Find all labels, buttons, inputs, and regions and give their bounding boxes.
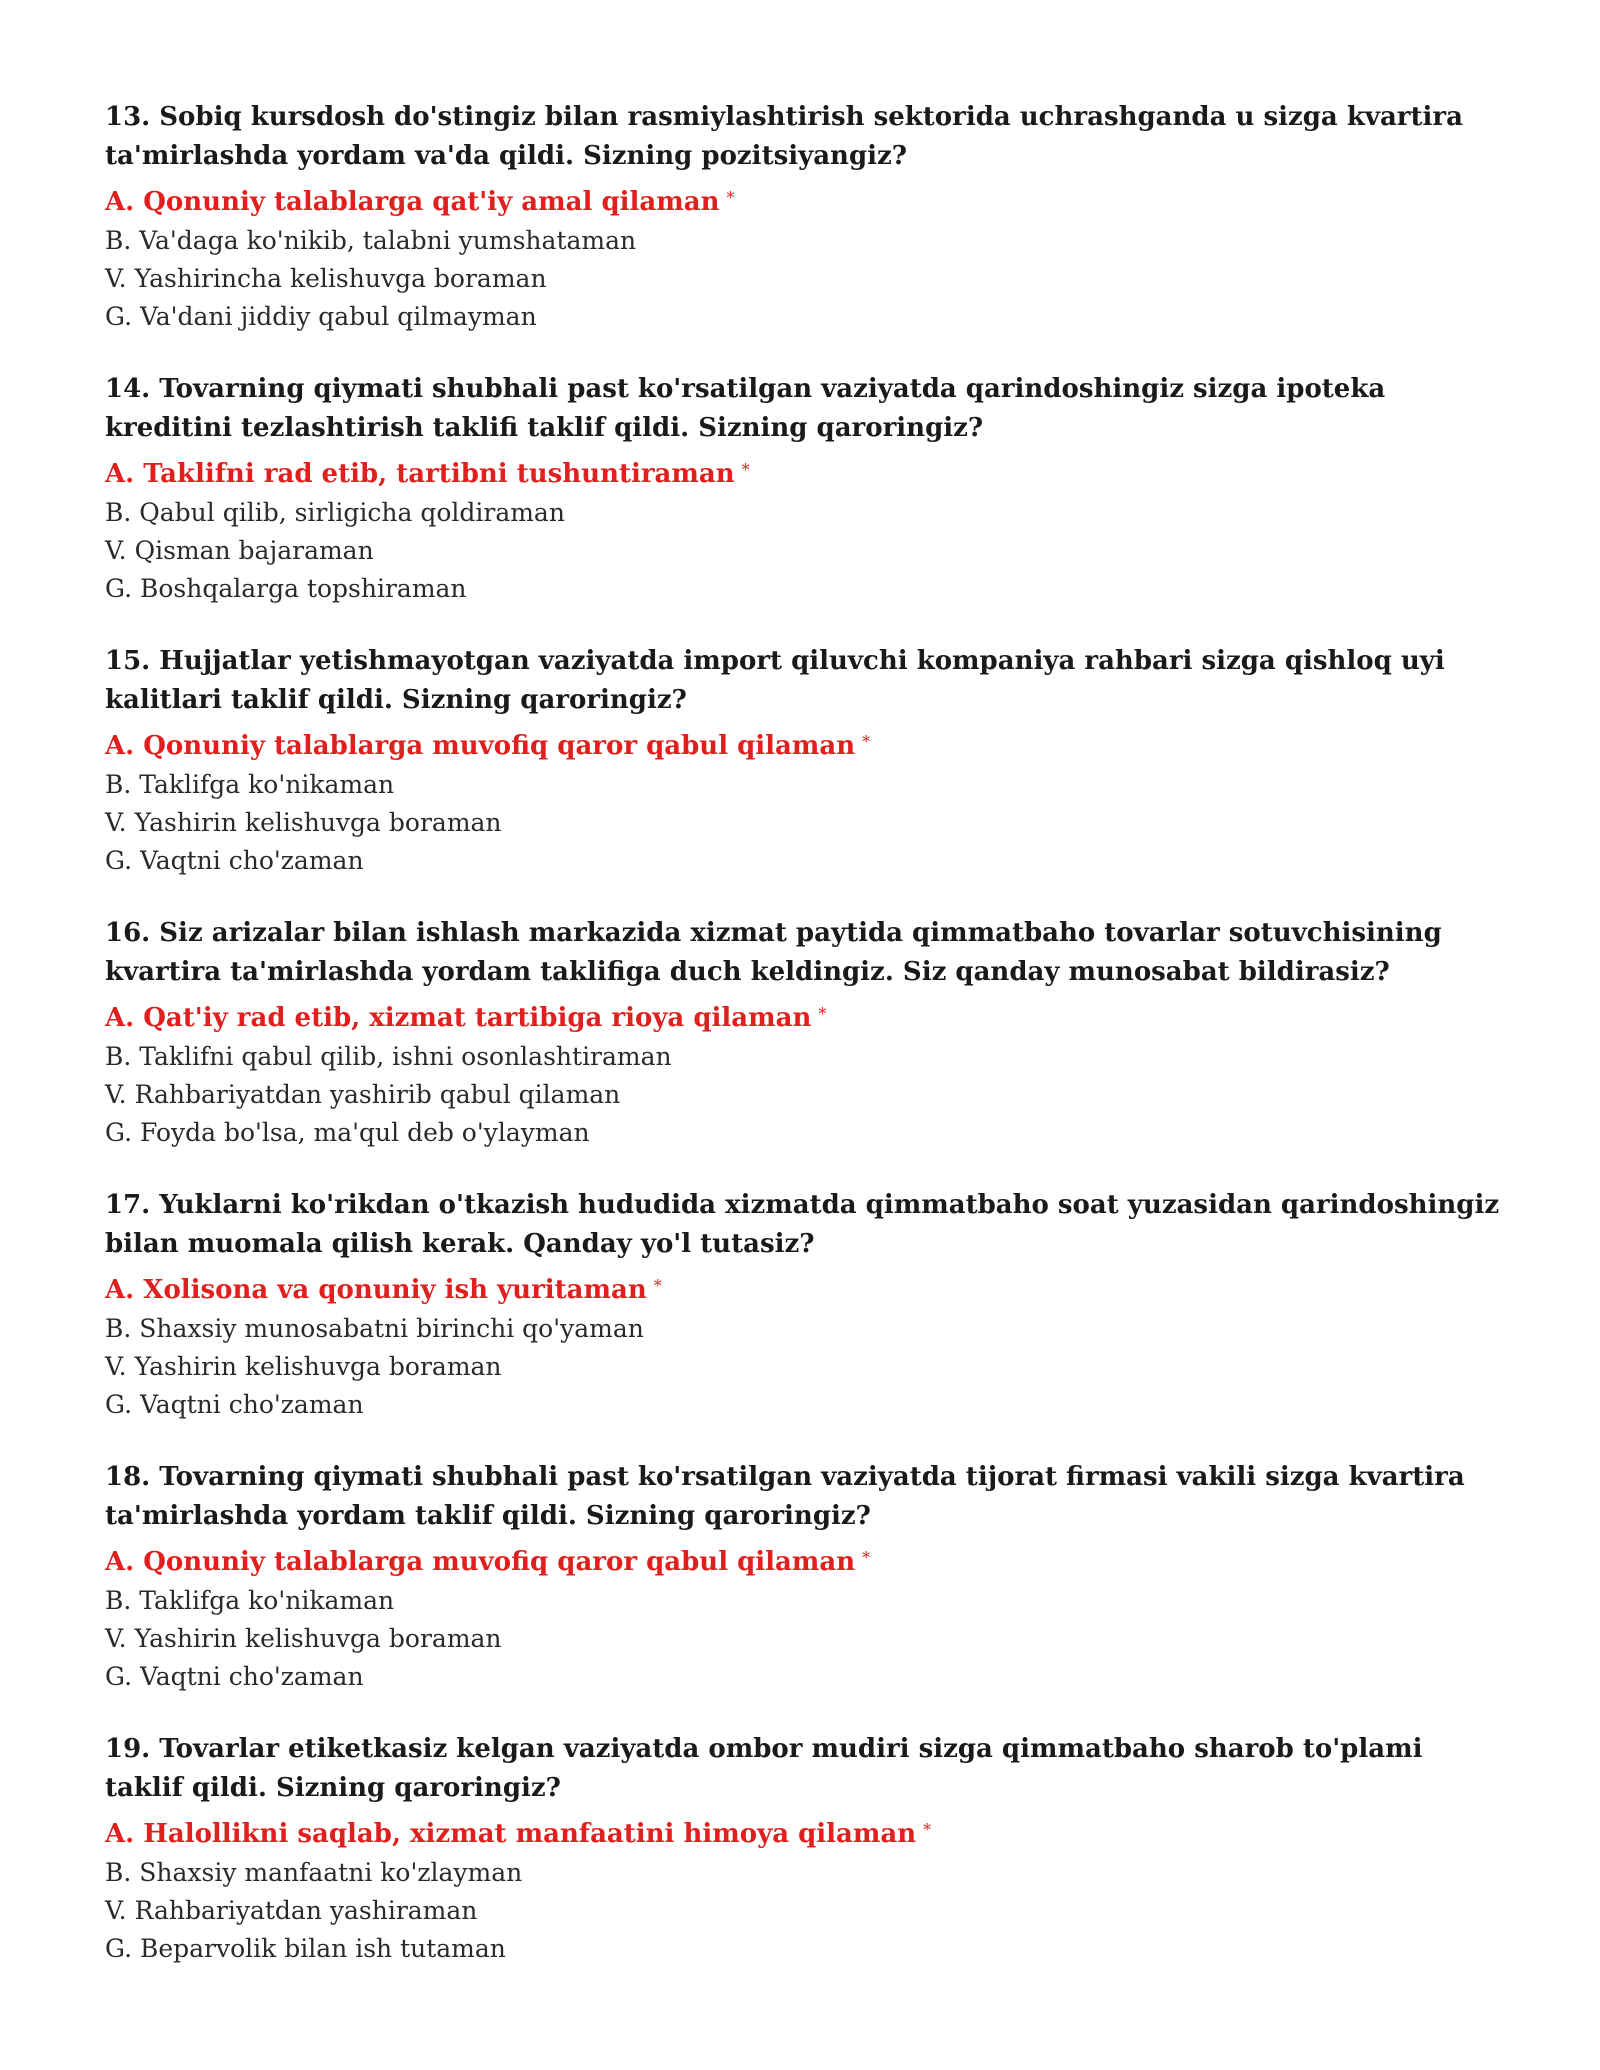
option-v: V. Rahbariyatdan yashiraman: [105, 1896, 478, 1925]
option-a-correct: [105, 1810, 1505, 1854]
option-a-correct: [105, 1538, 1505, 1582]
option-b: B. Taklifni qabul qilib, ishni osonlashtiraman: [105, 1042, 672, 1071]
option-label: A. Halollikni saqlab, xizmat manfaatini himoya qilaman: [105, 1819, 917, 1849]
question-text: 14. Tovarning qiymati shubhali past ko'rsatilgan vaziyatda qarindoshingiz sizga ipoteka kreditini tezlashtirish taklifi taklif qildi. Sizning qaroringiz?: [105, 374, 1386, 443]
option-a-correct: [105, 722, 1505, 766]
question-text: 18. Tovarning qiymati shubhali past ko'rsatilgan vaziyatda tijorat firmasi vakili sizga kvartira ta'mirlashda yordam taklif qildi. Sizning qaroringiz?: [105, 1462, 1465, 1531]
option-g: G. Vaqtni cho'zaman: [105, 846, 364, 875]
question-14: [105, 370, 1505, 608]
option-g: G. Foyda bo'lsa, ma'qul deb o'ylayman: [105, 1118, 590, 1147]
option-a-correct: [105, 994, 1505, 1038]
correct-star-icon: *: [862, 1548, 871, 1567]
option-label: A. Qonuniy talablarga muvofiq qaror qabul qilaman: [105, 1547, 856, 1577]
question-17: [105, 1186, 1505, 1424]
document-page: [105, 98, 1505, 2002]
option-label: A. Qonuniy talablarga qat'iy amal qilaman: [105, 187, 720, 217]
option-g: G. Boshqalarga topshiraman: [105, 574, 467, 603]
option-a-correct: [105, 450, 1505, 494]
correct-star-icon: *: [741, 460, 750, 479]
option-b: B. Qabul qilib, sirligicha qoldiraman: [105, 498, 565, 527]
option-label: A. Taklifni rad etib, tartibni tushuntiraman: [105, 459, 735, 489]
question-text: 16. Siz arizalar bilan ishlash markazida xizmat paytida qimmatbaho tovarlar sotuvchisining kvartira ta'mirlashda yordam taklifiga duch keldingiz. Siz qanday munosabat bildirasiz?: [105, 918, 1442, 987]
option-label: A. Qonuniy talablarga muvofiq qaror qabul qilaman: [105, 731, 856, 761]
question-16: [105, 914, 1505, 1152]
question-15: [105, 642, 1505, 880]
option-g: G. Vaqtni cho'zaman: [105, 1662, 364, 1691]
option-v: V. Qisman bajaraman: [105, 536, 374, 565]
option-b: B. Taklifga ko'nikaman: [105, 1586, 395, 1615]
question-text: 19. Tovarlar etiketkasiz kelgan vaziyatda ombor mudiri sizga qimmatbaho sharob to'plami taklif qildi. Sizning qaroringiz?: [105, 1734, 1423, 1803]
question-18: [105, 1458, 1505, 1696]
correct-star-icon: *: [653, 1276, 662, 1295]
option-v: V. Yashirin kelishuvga boraman: [105, 1624, 502, 1653]
question-19: [105, 1730, 1505, 1968]
option-b: B. Va'daga ko'nikib, talabni yumshataman: [105, 226, 637, 255]
correct-star-icon: *: [862, 732, 871, 751]
option-b: B. Taklifga ko'nikaman: [105, 770, 395, 799]
option-v: V. Rahbariyatdan yashirib qabul qilaman: [105, 1080, 621, 1109]
option-g: G. Beparvolik bilan ish tutaman: [105, 1934, 506, 1963]
option-a-correct: [105, 178, 1505, 222]
option-b: B. Shaxsiy manfaatni ko'zlayman: [105, 1858, 523, 1887]
question-text: 13. Sobiq kursdosh do'stingiz bilan rasmiylashtirish sektorida uchrashganda u sizga kvartira ta'mirlashda yordam va'da qildi. Sizning pozitsiyangiz?: [105, 102, 1463, 171]
option-b: B. Shaxsiy munosabatni birinchi qo'yaman: [105, 1314, 644, 1343]
correct-star-icon: *: [923, 1820, 932, 1839]
option-label: A. Xolisona va qonuniy ish yuritaman: [105, 1275, 647, 1305]
option-v: V. Yashirin kelishuvga boraman: [105, 808, 502, 837]
option-a-correct: [105, 1266, 1505, 1310]
option-g: G. Vaqtni cho'zaman: [105, 1390, 364, 1419]
question-13: [105, 98, 1505, 336]
correct-star-icon: *: [818, 1004, 827, 1023]
option-g: G. Va'dani jiddiy qabul qilmayman: [105, 302, 537, 331]
option-label: A. Qat'iy rad etib, xizmat tartibiga rioya qilaman: [105, 1003, 812, 1033]
question-text: 17. Yuklarni ko'rikdan o'tkazish hududida xizmatda qimmatbaho soat yuzasidan qarindoshingiz bilan muomala qilish kerak. Qanday yo'l tutasiz?: [105, 1190, 1500, 1259]
correct-star-icon: *: [726, 188, 735, 207]
question-text: 15. Hujjatlar yetishmayotgan vaziyatda import qiluvchi kompaniya rahbari sizga qishloq uyi kalitlari taklif qildi. Sizning qaroringiz?: [105, 646, 1445, 715]
option-v: V. Yashirincha kelishuvga boraman: [105, 264, 547, 293]
option-v: V. Yashirin kelishuvga boraman: [105, 1352, 502, 1381]
